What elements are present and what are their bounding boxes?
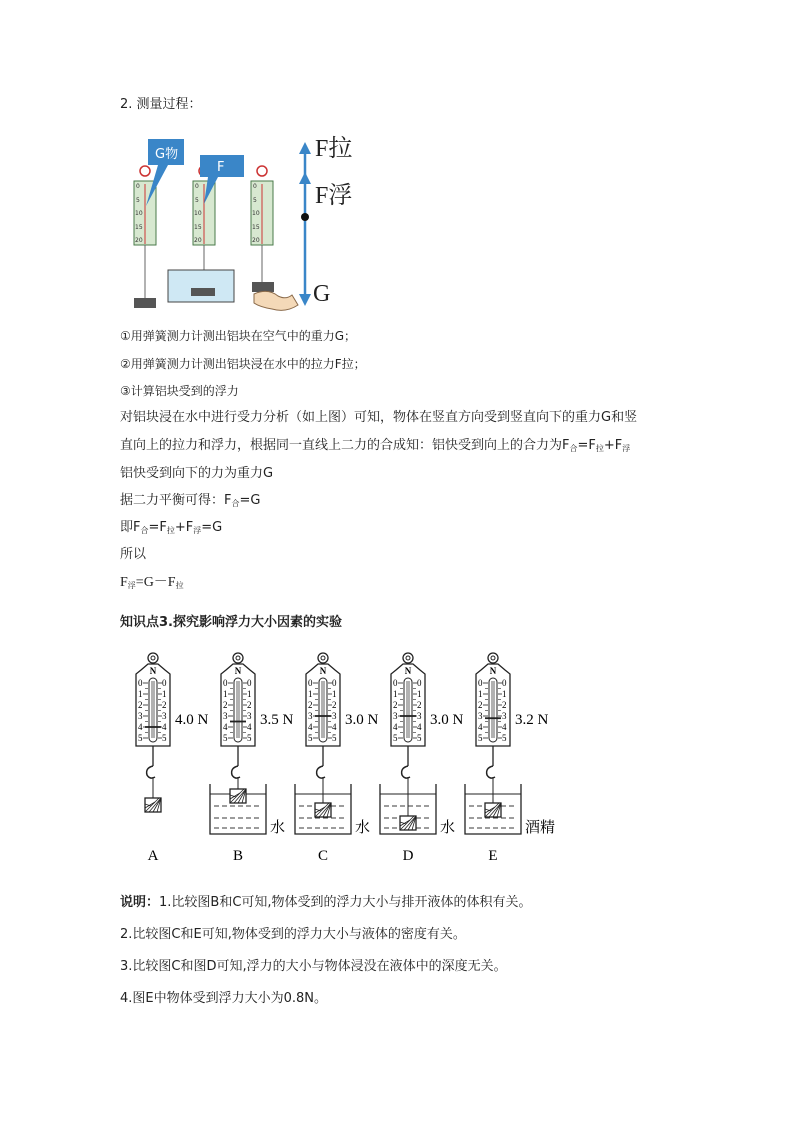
tick-label: 5 (417, 733, 422, 743)
tick-label: 5 (502, 733, 507, 743)
tick-label: 5 (138, 733, 143, 743)
tick-label: 3 (162, 711, 167, 721)
tick-label: 0 (393, 678, 398, 688)
unit-label: N (149, 666, 157, 676)
step-2: ②用弹簧测力计测出铝块浸在水中的拉力F拉； (120, 357, 366, 371)
spring-scale-c (295, 653, 379, 864)
tick-label: 3 (478, 711, 483, 721)
liquid-label: 水 (440, 818, 456, 836)
force-arrow (299, 142, 311, 306)
svg-text:10: 10 (135, 210, 143, 217)
tick-label: 3 (502, 711, 507, 721)
tick-label: 1 (478, 689, 483, 699)
tick-label: 2 (223, 700, 228, 710)
analysis-line-2: 直向上的拉力和浮力，根据同一直线上二力的合成知：铝快受到向上的合力为$F_合=F_拉+F_浮$ (120, 438, 631, 453)
unit-label: N (489, 666, 497, 676)
spring-scale-e (465, 653, 555, 864)
section-title: 知识点3.探究影响浮力大小因素的实验 (120, 615, 342, 630)
label-gravity: G (313, 281, 331, 307)
tick-label: 3 (332, 711, 337, 721)
svg-text:15: 15 (135, 224, 143, 231)
tick-label: 5 (247, 733, 252, 743)
liquid-label: 水 (270, 818, 286, 836)
svg-text:15: 15 (194, 224, 202, 231)
buoyancy-formula: $F_浮=G-F_拉$ (120, 575, 184, 590)
tick-label: 2 (478, 700, 483, 710)
spring-scale-a (136, 653, 209, 864)
tick-label: 4 (393, 722, 398, 732)
tick-label: 5 (478, 733, 483, 743)
tick-label: 1 (417, 689, 422, 699)
tick-label: 0 (223, 678, 228, 688)
label-f-buoyant: F浮 (315, 183, 353, 209)
tick-label: 2 (162, 700, 167, 710)
tick-label: 1 (332, 689, 337, 699)
svg-text:F: F (217, 160, 225, 175)
svg-text:15: 15 (252, 224, 260, 231)
unit-label: N (234, 666, 242, 676)
tick-label: 5 (332, 733, 337, 743)
tick-label: 1 (308, 689, 313, 699)
tick-label: 4 (162, 722, 167, 732)
tick-label: 0 (478, 678, 483, 688)
svg-text:0: 0 (195, 183, 199, 190)
step-3: ③计算铝块受到的浮力 (120, 384, 239, 398)
figure-letter: E (488, 848, 498, 864)
note-4: 4.图E中物体受到浮力大小为0.8N。 (120, 991, 328, 1006)
tick-label: 4 (223, 722, 228, 732)
tick-label: 5 (393, 733, 398, 743)
experiment-figure (125, 648, 585, 868)
unit-label: N (319, 666, 327, 676)
tick-label: 3 (393, 711, 398, 721)
tick-label: 5 (223, 733, 228, 743)
analysis-line-6: 所以 (120, 547, 147, 562)
label-f-pull: F拉 (315, 136, 353, 162)
tick-label: 2 (332, 700, 337, 710)
tick-label: 4 (332, 722, 337, 732)
tick-label: 1 (138, 689, 143, 699)
tick-label: 2 (138, 700, 143, 710)
tick-label: 4 (308, 722, 313, 732)
figure-letter: C (317, 848, 329, 864)
tick-label: 1 (223, 689, 228, 699)
tick-label: 0 (247, 678, 252, 688)
liquid-label: 水 (355, 818, 371, 836)
tick-label: 3 (138, 711, 143, 721)
svg-text:5: 5 (253, 197, 257, 204)
section-heading: 2. 测量过程： (120, 97, 202, 112)
spring-scale-3 (251, 166, 298, 310)
tick-label: 5 (162, 733, 167, 743)
reading-label: 3.0 N (345, 712, 379, 728)
tick-label: 2 (502, 700, 507, 710)
tick-label: 0 (417, 678, 422, 688)
svg-text:10: 10 (252, 210, 260, 217)
reading-label: 3.0 N (430, 712, 464, 728)
tick-label: 0 (502, 678, 507, 688)
tick-label: 4 (138, 722, 143, 732)
tick-label: 1 (162, 689, 167, 699)
tick-label: 5 (308, 733, 313, 743)
tick-label: 3 (247, 711, 252, 721)
svg-text:G物: G物 (155, 147, 179, 162)
tick-label: 3 (223, 711, 228, 721)
liquid-label: 酒精 (525, 818, 556, 836)
svg-text:5: 5 (195, 197, 199, 204)
svg-text:20: 20 (252, 237, 260, 244)
tick-label: 2 (247, 700, 252, 710)
spring-scale-2 (168, 166, 234, 302)
svg-text:10: 10 (194, 210, 202, 217)
tick-label: 2 (308, 700, 313, 710)
spring-scale-d (380, 653, 464, 864)
callout-f (200, 155, 244, 204)
figure-letter: D (402, 848, 414, 864)
tick-label: 1 (247, 689, 252, 699)
note-1: 说明：1.比较图B和C可知,物体受到的浮力大小与排开液体的体积有关。 (120, 895, 532, 910)
note-3: 3.比较图C和图D可知,浮力的大小与物体浸没在液体中的深度无关。 (120, 959, 507, 974)
analysis-line-3: 铝快受到向下的力为重力G (120, 466, 274, 481)
tick-label: 4 (502, 722, 507, 732)
note-2: 2.比较图C和E可知,物体受到的浮力大小与液体的密度有关。 (120, 927, 466, 942)
tick-label: 1 (502, 689, 507, 699)
reading-label: 4.0 N (175, 712, 209, 728)
svg-text:20: 20 (135, 237, 143, 244)
tick-label: 3 (308, 711, 313, 721)
step-1: ①用弹簧测力计测出铝块在空气中的重力G； (120, 329, 357, 343)
tick-label: 0 (332, 678, 337, 688)
svg-text:5: 5 (136, 197, 140, 204)
analysis-line-5: 即$F_合=F_拉+F_浮=G$ (120, 520, 223, 535)
reading-label: 3.5 N (260, 712, 294, 728)
analysis-line-4: 据二力平衡可得：$F_合=G$ (120, 493, 261, 508)
tick-label: 1 (393, 689, 398, 699)
svg-text:0: 0 (253, 183, 257, 190)
tick-label: 4 (478, 722, 483, 732)
tick-label: 0 (138, 678, 143, 688)
figure-letter: A (147, 848, 159, 864)
tick-label: 3 (417, 711, 422, 721)
unit-label: N (404, 666, 412, 676)
figure-letter: B (232, 848, 244, 864)
analysis-line-1: 对铝块浸在水中进行受力分析（如上图）可知，物体在竖直方向受到竖直向下的重力G和竖 (120, 410, 638, 425)
reading-label: 3.2 N (515, 712, 549, 728)
tick-label: 0 (308, 678, 313, 688)
tick-label: 2 (417, 700, 422, 710)
svg-text:0: 0 (136, 183, 140, 190)
tick-label: 2 (393, 700, 398, 710)
tick-label: 4 (417, 722, 422, 732)
svg-text:20: 20 (194, 237, 202, 244)
tick-label: 4 (247, 722, 252, 732)
tick-label: 0 (162, 678, 167, 688)
spring-scale-b (210, 653, 294, 864)
